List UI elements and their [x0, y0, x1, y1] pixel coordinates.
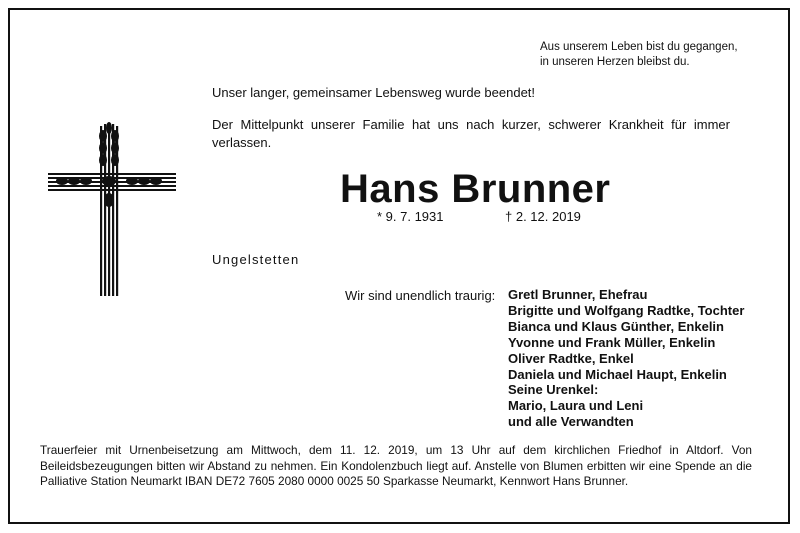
mourner-item: Bianca und Klaus Günther, Enkelin — [508, 318, 724, 334]
mourner-item: Mario, Laura und Leni — [508, 398, 644, 414]
death-date: † 2. 12. 2019 — [505, 209, 581, 224]
deceased-name: Hans Brunner — [340, 167, 611, 211]
mourner-item: Seine Urenkel: — [508, 382, 599, 398]
mourner-item: Yvonne und Frank Müller, Enkelin — [508, 334, 716, 350]
main-paragraph: Der Mittelpunkt unserer Familie hat uns nach kurzer, schwerer Krankheit für immer verlassen. — [212, 117, 730, 150]
motto — [540, 40, 738, 70]
wheat-cross-icon — [40, 118, 180, 298]
mourners-list — [508, 287, 744, 430]
birth-date: * 9. 7. 1931 — [377, 209, 444, 224]
motto-line-2: in unseren Herzen bleibst du. — [540, 56, 690, 68]
mourner-item: Daniela und Michael Haupt, Enkelin — [508, 366, 727, 382]
mourner-item: Oliver Radtke, Enkel — [508, 350, 634, 366]
place-name: Ungelstetten — [212, 252, 300, 267]
mourner-item: Brigitte und Wolfgang Radtke, Tochter — [508, 302, 745, 318]
ceremony-notice: Trauerfeier mit Urnenbeisetzung am Mittwoch, dem 11. 12. 2019, um 13 Uhr auf dem kirchlichen Friedhof in Altdorf. Von Beileidsbezeugungen bitten wir Abstand zu nehmen. Ein Kondolenzbuch liegt auf. Anstelle von Blumen erbitten wir eine Spende an die Palliative Station Neumarkt IBAN DE72 7605 2080 0000 0025 50 Sparkasse Neumarkt, Kennwort Hans Brunner. — [40, 443, 752, 488]
mourner-item: Gretl Brunner, Ehefrau — [508, 287, 648, 302]
intro-text: Unser langer, gemeinsamer Lebensweg wurde beendet! — [212, 85, 536, 100]
motto-line-1: Aus unserem Leben bist du gegangen, — [540, 41, 738, 53]
mourner-item: und alle Verwandten — [508, 414, 634, 430]
mourners-label: Wir sind unendlich traurig: — [345, 288, 496, 303]
